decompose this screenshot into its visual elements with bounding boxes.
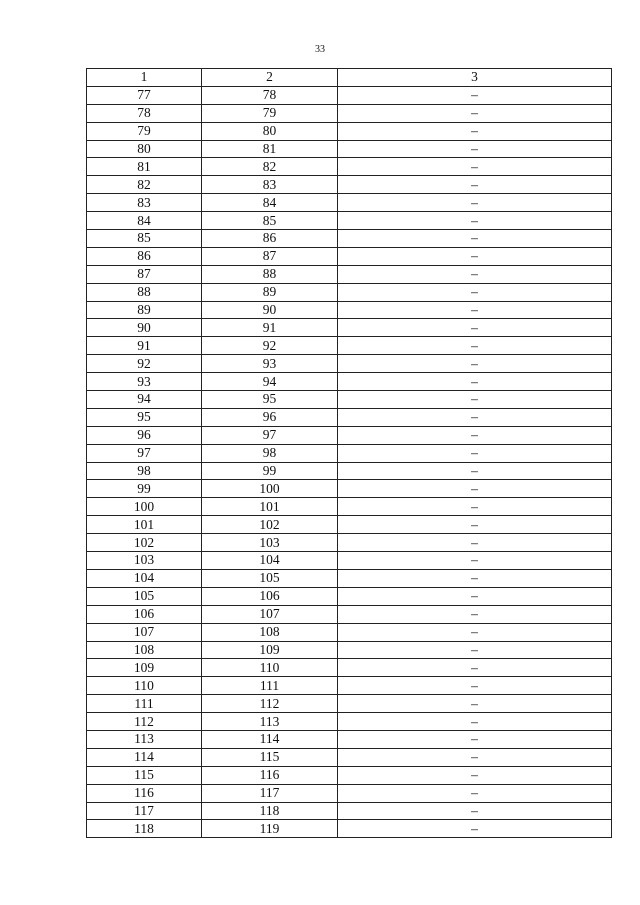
- table-cell: –: [338, 641, 612, 659]
- table-cell: 113: [87, 730, 202, 748]
- table-cell: 81: [202, 140, 338, 158]
- table-cell: 104: [202, 552, 338, 570]
- table-row: [87, 641, 612, 659]
- table-cell: 107: [87, 623, 202, 641]
- table-cell: –: [338, 623, 612, 641]
- table-cell: 110: [87, 677, 202, 695]
- table-cell: 84: [87, 212, 202, 230]
- table-cell: 88: [87, 283, 202, 301]
- table-cell: 83: [87, 194, 202, 212]
- table-cell: 94: [202, 373, 338, 391]
- table-cell: 93: [87, 373, 202, 391]
- table-cell: 79: [87, 122, 202, 140]
- table-cell: 106: [87, 605, 202, 623]
- table-row: [87, 659, 612, 677]
- table-cell: 114: [202, 730, 338, 748]
- table-row: [87, 319, 612, 337]
- table-row: [87, 194, 612, 212]
- table-row: [87, 104, 612, 122]
- table-cell: –: [338, 86, 612, 104]
- table-cell: –: [338, 283, 612, 301]
- table-row: [87, 230, 612, 248]
- table-cell: 90: [87, 319, 202, 337]
- table-cell: –: [338, 355, 612, 373]
- table-cell: –: [338, 104, 612, 122]
- table-row: [87, 444, 612, 462]
- table-cell: –: [338, 194, 612, 212]
- table-cell: –: [338, 337, 612, 355]
- table-row: [87, 587, 612, 605]
- table-cell: –: [338, 140, 612, 158]
- table-row: [87, 373, 612, 391]
- table-cell: 92: [202, 337, 338, 355]
- table-row: [87, 176, 612, 194]
- table-cell: 93: [202, 355, 338, 373]
- table-row: [87, 766, 612, 784]
- table-cell: 118: [202, 802, 338, 820]
- table-row: [87, 480, 612, 498]
- table-row: [87, 158, 612, 176]
- table-cell: –: [338, 480, 612, 498]
- table-row: [87, 730, 612, 748]
- table-cell: 86: [87, 247, 202, 265]
- table-cell: 110: [202, 659, 338, 677]
- table-row: [87, 784, 612, 802]
- table-cell: 82: [87, 176, 202, 194]
- table-cell: –: [338, 748, 612, 766]
- table-cell: 86: [202, 230, 338, 248]
- table-cell: –: [338, 462, 612, 480]
- column-header-1: 1: [87, 69, 202, 87]
- table-row: [87, 247, 612, 265]
- table-cell: 119: [202, 820, 338, 838]
- table-cell: 98: [202, 444, 338, 462]
- table-row: [87, 552, 612, 570]
- table-cell: 85: [202, 212, 338, 230]
- table-cell: 85: [87, 230, 202, 248]
- table-cell: 88: [202, 265, 338, 283]
- table-cell: –: [338, 605, 612, 623]
- table-row: [87, 426, 612, 444]
- table-row: [87, 408, 612, 426]
- table-cell: –: [338, 319, 612, 337]
- table-cell: –: [338, 820, 612, 838]
- table-cell: 98: [87, 462, 202, 480]
- table-cell: –: [338, 230, 612, 248]
- table-cell: –: [338, 373, 612, 391]
- table-row: [87, 569, 612, 587]
- table-cell: 109: [87, 659, 202, 677]
- table-cell: 108: [87, 641, 202, 659]
- table-cell: 105: [87, 587, 202, 605]
- table-row: [87, 462, 612, 480]
- table-cell: 108: [202, 623, 338, 641]
- table-row: [87, 140, 612, 158]
- table-row: [87, 355, 612, 373]
- table-cell: 84: [202, 194, 338, 212]
- table-cell: 115: [202, 748, 338, 766]
- data-table: [86, 68, 612, 838]
- table-row: [87, 677, 612, 695]
- table-body: [87, 69, 612, 838]
- table-cell: 95: [202, 391, 338, 409]
- table-cell: –: [338, 301, 612, 319]
- table-cell: 94: [87, 391, 202, 409]
- table-row: [87, 695, 612, 713]
- table-cell: 87: [202, 247, 338, 265]
- table-cell: –: [338, 176, 612, 194]
- table-row: [87, 820, 612, 838]
- table-row: [87, 86, 612, 104]
- table-row: [87, 802, 612, 820]
- table-cell: 91: [87, 337, 202, 355]
- table-cell: 106: [202, 587, 338, 605]
- table-cell: 102: [87, 534, 202, 552]
- column-header-3: 3: [338, 69, 612, 87]
- table-row: [87, 301, 612, 319]
- table-cell: –: [338, 122, 612, 140]
- table-cell: 100: [202, 480, 338, 498]
- table-cell: 80: [87, 140, 202, 158]
- table-cell: –: [338, 391, 612, 409]
- table-cell: –: [338, 569, 612, 587]
- table-cell: 89: [202, 283, 338, 301]
- table-cell: 92: [87, 355, 202, 373]
- column-header-2: 2: [202, 69, 338, 87]
- table-cell: 111: [202, 677, 338, 695]
- table-cell: 116: [202, 766, 338, 784]
- table-cell: 78: [202, 86, 338, 104]
- table-row: [87, 623, 612, 641]
- table-cell: 100: [87, 498, 202, 516]
- table-cell: 104: [87, 569, 202, 587]
- table-row: [87, 122, 612, 140]
- table-cell: 83: [202, 176, 338, 194]
- table-cell: 97: [202, 426, 338, 444]
- table-cell: –: [338, 158, 612, 176]
- table-cell: –: [338, 426, 612, 444]
- table-cell: 101: [202, 498, 338, 516]
- table-cell: 79: [202, 104, 338, 122]
- table-cell: 82: [202, 158, 338, 176]
- table-cell: –: [338, 408, 612, 426]
- table-row: [87, 283, 612, 301]
- table-cell: –: [338, 516, 612, 534]
- table-cell: 97: [87, 444, 202, 462]
- table-cell: 105: [202, 569, 338, 587]
- table-cell: –: [338, 802, 612, 820]
- table-cell: –: [338, 677, 612, 695]
- table-cell: –: [338, 444, 612, 462]
- table-row: [87, 337, 612, 355]
- table-header-row: [87, 69, 612, 87]
- table-cell: 101: [87, 516, 202, 534]
- table-cell: 113: [202, 713, 338, 731]
- table-row: [87, 713, 612, 731]
- page-number: 33: [315, 44, 325, 55]
- table-cell: –: [338, 587, 612, 605]
- table-cell: –: [338, 498, 612, 516]
- table-cell: 103: [87, 552, 202, 570]
- table-cell: 109: [202, 641, 338, 659]
- table-cell: –: [338, 265, 612, 283]
- table-row: [87, 534, 612, 552]
- table-cell: –: [338, 766, 612, 784]
- table-row: [87, 265, 612, 283]
- table-cell: –: [338, 730, 612, 748]
- table-cell: –: [338, 784, 612, 802]
- table-cell: 115: [87, 766, 202, 784]
- table-cell: 107: [202, 605, 338, 623]
- table-cell: 91: [202, 319, 338, 337]
- table-cell: 77: [87, 86, 202, 104]
- table-cell: 112: [202, 695, 338, 713]
- table-cell: –: [338, 534, 612, 552]
- table-cell: 96: [202, 408, 338, 426]
- table-cell: –: [338, 659, 612, 677]
- table-cell: –: [338, 695, 612, 713]
- table-cell: 99: [87, 480, 202, 498]
- table-cell: 87: [87, 265, 202, 283]
- table-cell: –: [338, 552, 612, 570]
- table-cell: 117: [87, 802, 202, 820]
- table-row: [87, 391, 612, 409]
- table-cell: 80: [202, 122, 338, 140]
- table-cell: 112: [87, 713, 202, 731]
- table-cell: 102: [202, 516, 338, 534]
- table-cell: –: [338, 713, 612, 731]
- table-cell: 78: [87, 104, 202, 122]
- table-row: [87, 498, 612, 516]
- table-cell: 99: [202, 462, 338, 480]
- table-cell: 81: [87, 158, 202, 176]
- table-cell: 103: [202, 534, 338, 552]
- table-cell: 117: [202, 784, 338, 802]
- table-cell: 90: [202, 301, 338, 319]
- table-row: [87, 212, 612, 230]
- table-cell: 96: [87, 426, 202, 444]
- table-cell: 116: [87, 784, 202, 802]
- table-cell: 114: [87, 748, 202, 766]
- table-cell: 118: [87, 820, 202, 838]
- table-cell: –: [338, 212, 612, 230]
- table-row: [87, 516, 612, 534]
- table-cell: 95: [87, 408, 202, 426]
- table-row: [87, 605, 612, 623]
- table-row: [87, 748, 612, 766]
- table-cell: 111: [87, 695, 202, 713]
- table-cell: 89: [87, 301, 202, 319]
- table-cell: –: [338, 247, 612, 265]
